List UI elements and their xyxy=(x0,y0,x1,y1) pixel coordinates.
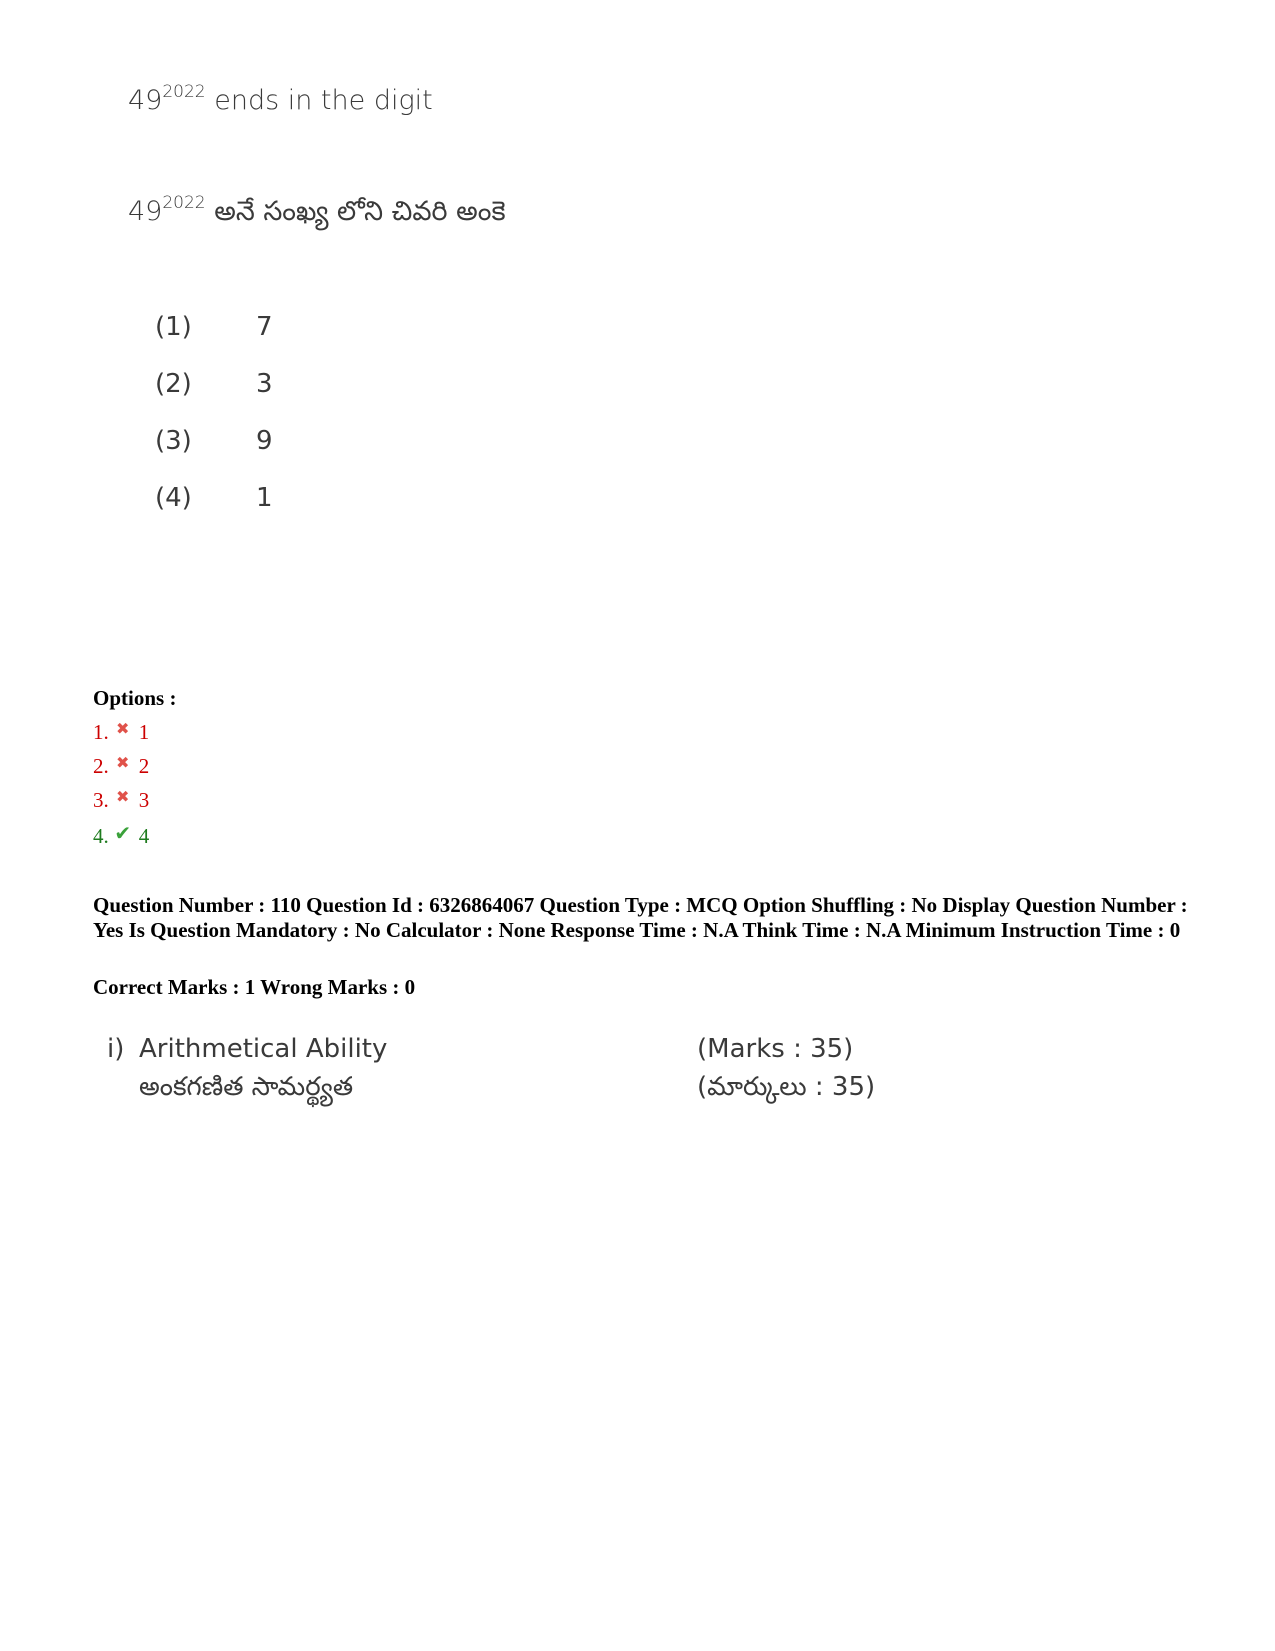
choice-label: (3) xyxy=(155,426,192,456)
section-title-telugu: అంకగణిత సామర్థ్యత xyxy=(139,1072,354,1102)
choice-value: 7 xyxy=(256,312,273,342)
option-value: 4 xyxy=(138,824,150,848)
check-icon: ✔ xyxy=(114,823,132,845)
option-number: 3. xyxy=(93,788,109,812)
question-body: ends in the digit xyxy=(214,85,433,116)
choice-item xyxy=(155,483,273,513)
cross-icon: ✖ xyxy=(116,789,130,806)
question-base-telugu: 49 xyxy=(128,196,163,227)
question-body-telugu: అనే సంఖ్య లోని చివరి అంకె xyxy=(214,196,506,227)
option-number: 4. xyxy=(93,824,109,848)
section-marks-telugu: (మార్కులు : 35) xyxy=(697,1072,876,1102)
question-text-telugu xyxy=(128,193,506,234)
choice-label: (4) xyxy=(155,483,192,513)
choice-value: 1 xyxy=(256,483,273,513)
question-base: 49 xyxy=(128,85,163,116)
question-meta: Question Number : 110 Question Id : 6326864067 Question Type : MCQ Option Shuffling : No Display Question Number : Yes Is Question Mandatory : No Calculator : None Response Time : N.A Think Time : N.A Minimum Instruction Time : 0 xyxy=(93,893,1188,942)
choice-value: 3 xyxy=(256,369,273,399)
choice-item xyxy=(155,312,273,342)
option-row xyxy=(93,719,149,745)
choice-label: (2) xyxy=(155,369,192,399)
question-text-english xyxy=(128,82,433,116)
option-number: 2. xyxy=(93,754,109,778)
marks-info: Correct Marks : 1 Wrong Marks : 0 xyxy=(93,975,416,999)
choice-item xyxy=(155,369,273,399)
question-exponent: 2022 xyxy=(162,82,206,102)
option-row xyxy=(93,787,149,813)
question-exponent-telugu: 2022 xyxy=(162,193,206,213)
choice-label: (1) xyxy=(155,312,192,342)
option-value: 1 xyxy=(138,720,150,744)
cross-icon: ✖ xyxy=(116,755,130,772)
option-row xyxy=(93,753,149,779)
option-value: 2 xyxy=(138,754,150,778)
choice-value: 9 xyxy=(256,426,273,456)
option-value: 3 xyxy=(138,788,150,812)
option-number: 1. xyxy=(93,720,109,744)
options-heading: Options : xyxy=(93,686,177,710)
section-marks-english: (Marks : 35) xyxy=(697,1034,854,1064)
section-title-english: Arithmetical Ability xyxy=(139,1034,388,1064)
cross-icon: ✖ xyxy=(116,721,130,738)
option-row xyxy=(93,821,149,849)
choice-item xyxy=(155,426,273,456)
section-index: i) xyxy=(107,1034,125,1064)
